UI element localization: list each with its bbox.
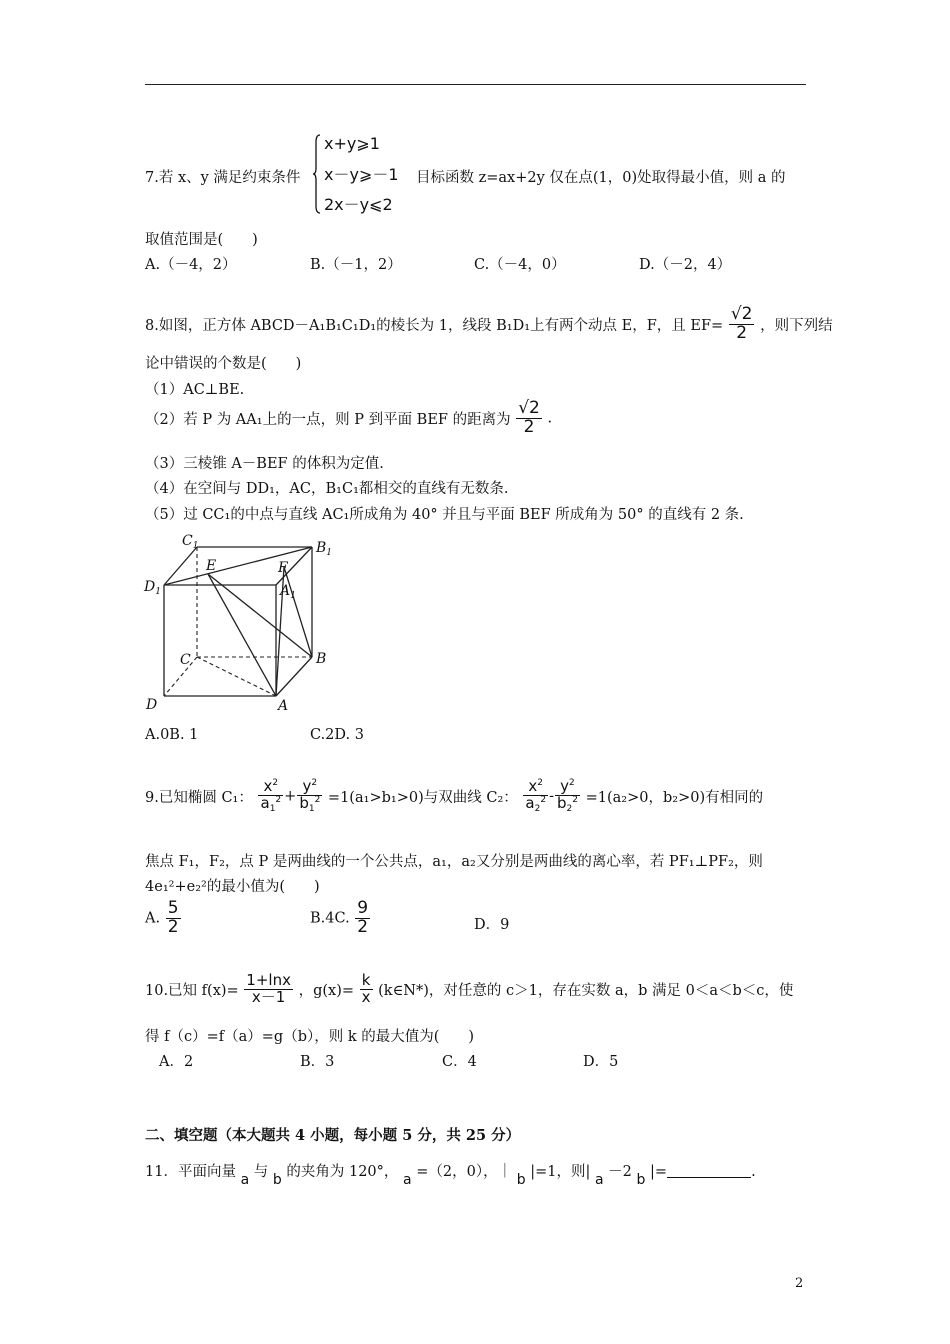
q7-option-b: B.（－1，2）	[310, 257, 402, 273]
q8-statement-5: （5）过 CC₁的中点与直线 AC₁所成角为 40° 并且与平面 BEF 所成角为 50° 的直线有 2 条.	[145, 507, 744, 523]
q10-option-b: B．3	[300, 1054, 335, 1070]
q8-statement-1: （1）AC⊥BE.	[145, 382, 245, 398]
q10-g-fraction: $\frac{k}{x}$	[361, 971, 371, 1006]
q8-line1: 8.如图，正方体 ABCD－A₁B₁C₁D₁的棱长为 1，线段 B₁D₁上有两个动点 E，F，且 EF= $\frac{√2}{2}$ ，则下列结	[145, 304, 833, 343]
vector-a-3: a	[594, 1172, 604, 1188]
brace-icon	[313, 134, 321, 214]
q9-option-c-fraction: $\frac{9}{2}$	[357, 898, 369, 937]
label-f: F	[278, 560, 288, 576]
q8-ef-fraction: $\frac{√2}{2}$	[730, 304, 753, 343]
q9-option-d: D．9	[474, 917, 510, 933]
vector-a: a	[240, 1172, 250, 1188]
q7-constraint-2: x－y⩾－1	[324, 165, 399, 184]
label-b: B	[316, 651, 327, 667]
q9-option-bc: B.4C. $\frac{9}{2}$	[310, 898, 369, 937]
q8-options-ab: A.0B. 1	[145, 727, 199, 743]
q8-line2: 论中错误的个数是( )	[145, 356, 302, 372]
label-a1: $A_1$	[280, 583, 296, 601]
q11-line: 11．平面向量 a 与 b 的夹角为 120°， a =（2，0），｜ b |=1，则| a －2 b |= .	[145, 1164, 756, 1188]
label-d1: $D_1$	[144, 579, 161, 597]
q7-constraint-3: 2x－y⩽2	[324, 195, 393, 214]
q10-option-c: C．4	[442, 1054, 477, 1070]
vector-b: b	[272, 1172, 282, 1188]
q9-line3: 4e₁²+e₂²的最小值为( )	[145, 879, 320, 895]
q7-option-d: D.（－2，4）	[639, 257, 732, 273]
q9-line2: 焦点 F₁，F₂，点 P 是两曲线的一个公共点，a₁，a₂又分别是两曲线的离心率，若 PF₁⊥PF₂，则	[145, 854, 763, 870]
q8-statement-3: （3）三棱锥 A－BEF 的体积为定值.	[145, 456, 384, 472]
label-d: D	[146, 697, 158, 713]
vector-b-3: b	[636, 1172, 646, 1188]
answer-blank[interactable]	[667, 1165, 751, 1178]
q7-suffix: 目标函数 z=ax+2y 仅在点(1，0)处取得最小值，则 a 的	[416, 170, 786, 186]
q9-ellipse-x-term: $\frac{x^2}{a_1^2}$	[260, 777, 282, 814]
label-c1: $C_1$	[182, 533, 199, 551]
label-c: C	[180, 652, 191, 668]
q7-line2: 取值范围是( )	[145, 232, 258, 248]
q9-line1: 9.已知椭圆 C₁： $\frac{x^2}{a_1^2}$ + $\frac{y^2}{b_1^2}$ =1(a₁>b₁>0)与双曲线 C₂： $\frac{x^2}{a_2^2}$ - $\frac{y^2}{b_2^2}$ =1(a₂>0，b₂>0)有相同的	[145, 777, 764, 814]
q8-distance-fraction: $\frac{√2}{2}$	[518, 398, 540, 437]
section-2-title: 二、填空题（本大题共 4 小题，每小题 5 分，共 25 分）	[145, 1127, 521, 1144]
q9-ellipse-y-term: $\frac{y^2}{b_1^2}$	[299, 777, 321, 814]
cube-figure	[140, 530, 340, 720]
q9-hyperbola-x-term: $\frac{x^2}{a_2^2}$	[525, 777, 547, 814]
q9-option-a: A. $\frac{5}{2}$	[145, 898, 179, 937]
page-number: 2	[795, 1276, 804, 1291]
q7-constraint-1: x+y⩾1	[324, 134, 380, 153]
label-e: E	[206, 558, 217, 574]
q8-options-cd: C.2D. 3	[310, 727, 364, 743]
q10-line1: 10.已知 f(x)= $\frac{1+\ln x}{x-1}$ ，g(x)= $\frac{k}{x}$ (k∈N*)，对任意的 c＞1，存在实数 a，b 满足 0＜a＜b＜c，使	[145, 971, 794, 1006]
q10-option-d: D．5	[583, 1054, 619, 1070]
q10-f-fraction: $\frac{1+\ln x}{x-1}$	[246, 971, 291, 1006]
q9-hyperbola-y-term: $\frac{y^2}{b_2^2}$	[556, 777, 578, 814]
q7-prefix: 7.若 x、y 满足约束条件	[145, 170, 301, 186]
q7-option-a: A.（－4，2）	[145, 257, 237, 273]
q8-statement-4: （4）在空间与 DD₁，AC，B₁C₁都相交的直线有无数条.	[145, 481, 509, 497]
vector-a-2: a	[403, 1172, 412, 1188]
header-rule	[145, 84, 806, 85]
label-a: A	[278, 698, 289, 714]
q10-line2: 得 f（c）=f（a）=g（b），则 k 的最大值为( )	[145, 1029, 475, 1045]
q8-statement-2: （2）若 P 为 AA₁上的一点，则 P 到平面 BEF 的距离为 $\frac{√2}{2}$ .	[145, 398, 553, 437]
q10-option-a: A．2	[159, 1054, 194, 1070]
q9-option-a-fraction: $\frac{5}{2}$	[167, 898, 179, 937]
vector-b-2: b	[516, 1172, 526, 1188]
q7-option-c: C.（－4，0）	[474, 257, 566, 273]
label-b1: $B_1$	[316, 540, 333, 558]
